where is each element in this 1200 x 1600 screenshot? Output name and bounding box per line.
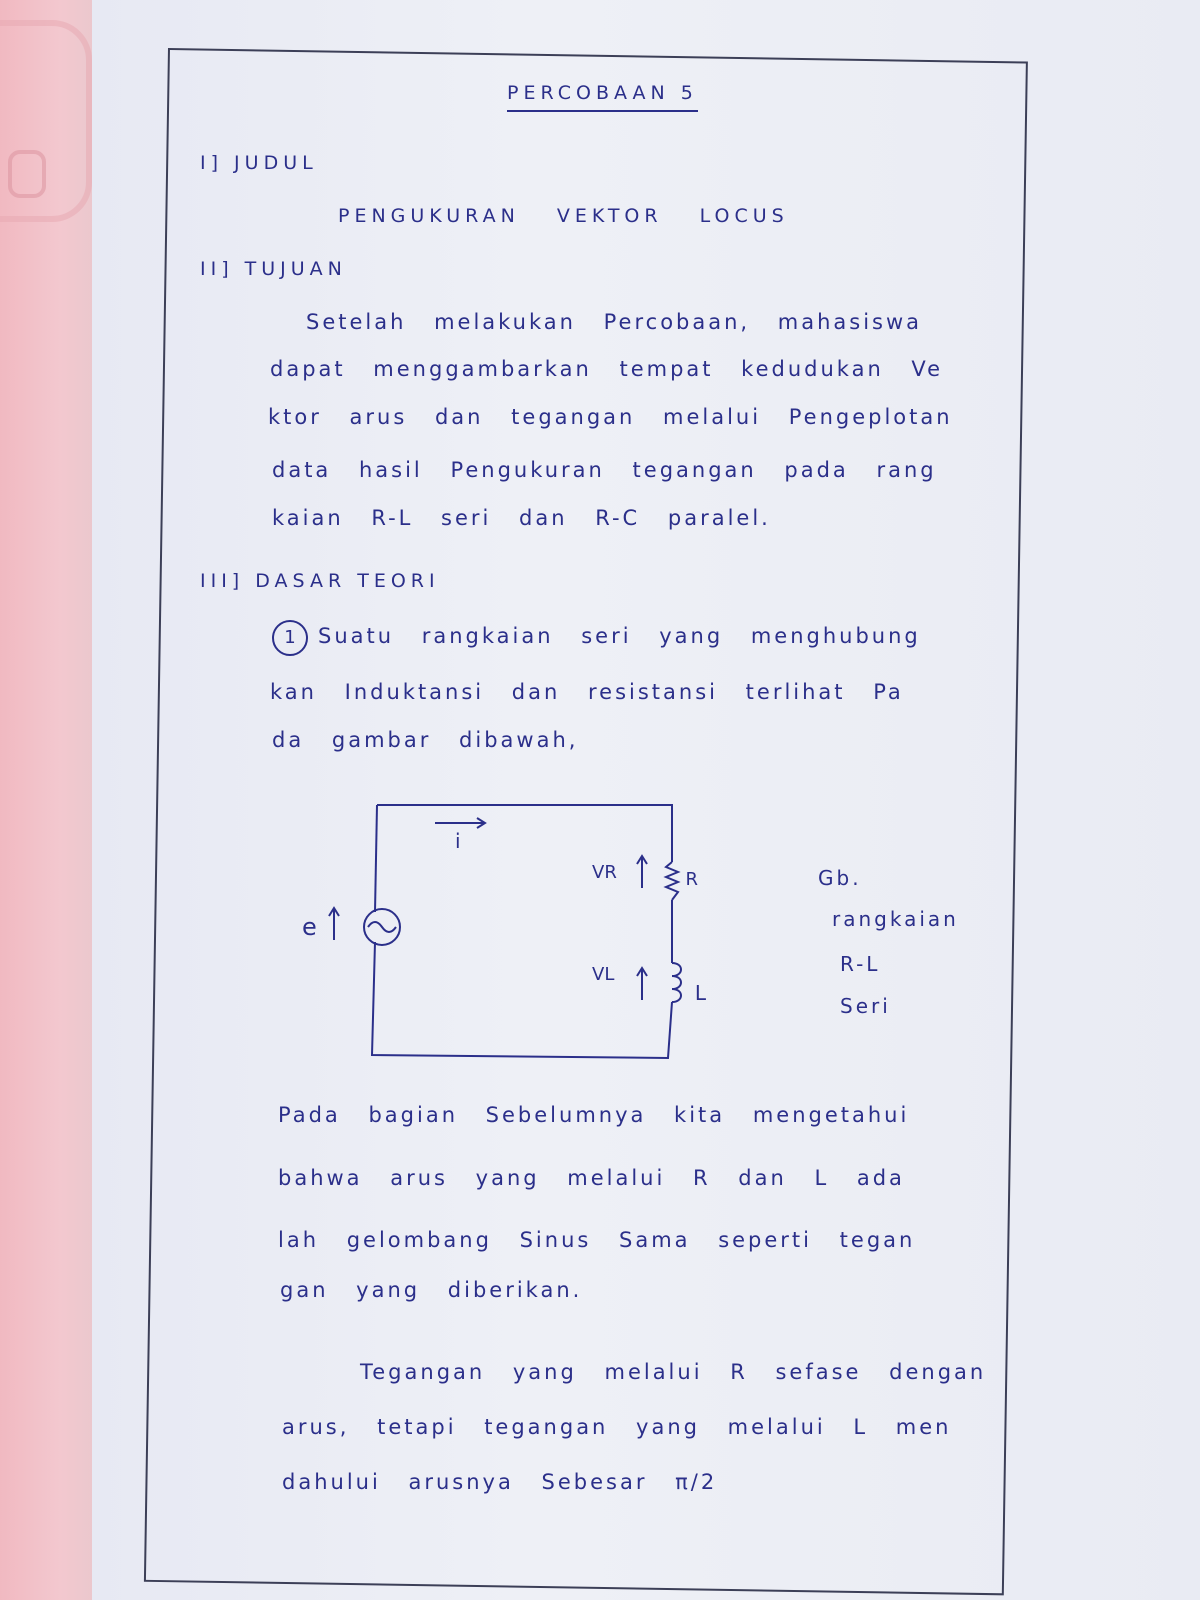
heading-judul: I] JUDUL [200,152,318,174]
judul-text: PENGUKURAN VEKTOR LOCUS [338,205,789,227]
paragraph-line: lah gelombang Sinus Sama seperti tegan [278,1228,916,1252]
resistor-icon [666,862,678,900]
paragraph-line: dahului arusnya Sebesar π/2 [282,1470,718,1494]
dasar-teori-line: kan Induktansi dan resistansi terlihat Pa [270,680,904,704]
paragraph-line: arus, tetapi tegangan yang melalui L men [282,1415,952,1439]
tujuan-line: ktor arus dan tegangan melalui Pengeplotan [268,405,953,429]
paragraph-line: gan yang diberikan. [280,1278,583,1302]
vl-arrow-icon [637,968,647,1000]
paragraph-line: Tegangan yang melalui R sefase dengan [360,1360,987,1384]
dasar-teori-line: da gambar dibawah, [272,728,579,752]
ac-wave-icon [368,922,396,932]
caption-line: R-L [840,952,881,976]
tujuan-line: kaian R-L seri dan R-C paralel. [272,506,771,530]
source-label: e [302,913,317,941]
tujuan-line: dapat menggambarkan tempat kedudukan Ve [270,357,944,381]
wire-left [375,805,377,912]
heading-dasar-teori: III] DASAR TEORI [200,570,440,592]
caption-line: Gb. [818,866,862,890]
rl-series-circuit [280,790,706,1075]
tujuan-line: Setelah melakukan Percobaan, mahasiswa [306,310,923,334]
current-label: i [455,829,461,853]
r-label: R [685,869,698,890]
dasar-teori-item-1 [272,620,921,656]
wire-bottom [372,942,672,1058]
caption-line: Seri [840,994,891,1018]
vl-label: VL [592,964,615,985]
desk-mark [8,150,46,198]
inductor-icon [672,963,681,1002]
paragraph-line: Pada bagian Sebelumnya kita mengetahui [278,1103,910,1127]
page-title: PERCOBAAN 5 [507,82,698,112]
paragraph-line: bahwa arus yang melalui R dan L ada [278,1166,905,1190]
wire-top [377,805,672,862]
dasar-teori-line: Suatu rangkaian seri yang menghubung [318,624,921,648]
caption-line: rangkaian [832,907,959,931]
vr-label: VR [592,862,617,883]
item-number-badge: 1 [272,620,308,656]
heading-tujuan: II] TUJUAN [200,258,347,280]
vr-arrow-icon [637,856,647,888]
tujuan-line: data hasil Pengukuran tegangan pada rang [272,458,937,482]
source-arrow-icon [329,908,339,940]
l-label: L [694,981,706,1005]
